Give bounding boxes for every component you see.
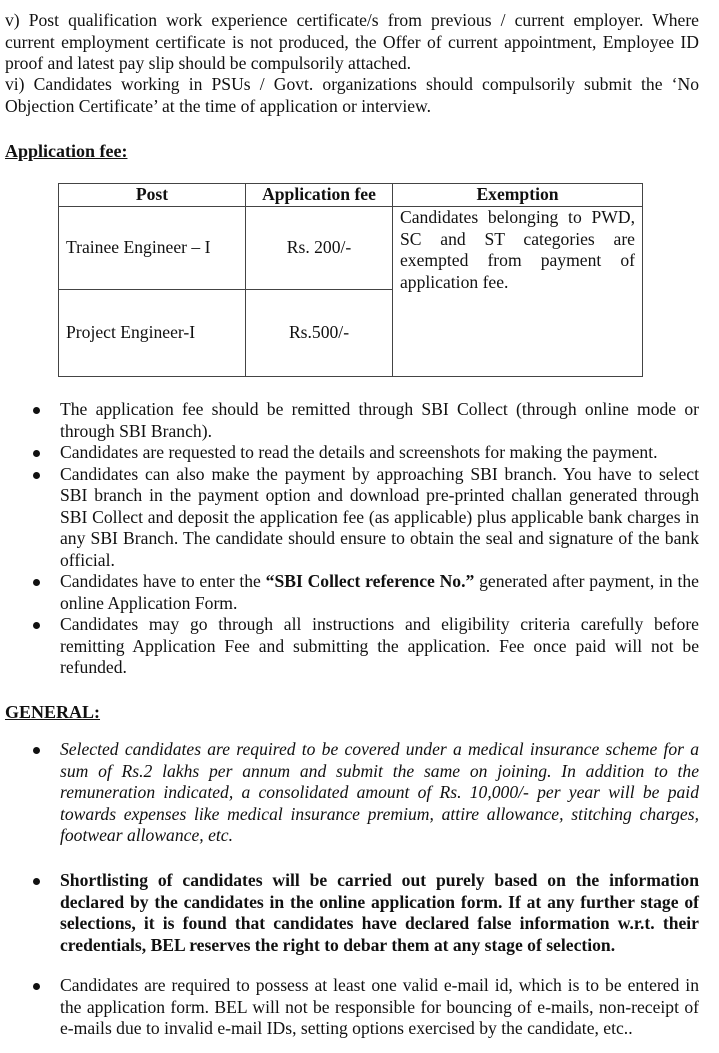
fee-cell: Rs.500/- (246, 290, 393, 377)
list-item: Selected candidates are required to be covered under a medical insurance scheme for a sum of Rs.2 lakhs per annum and submit the same on joining. In addition to the remuneration indicated, a consolidated amount of Rs. 10,000/- per year will be paid towards expenses like medical insurance premium, attire allowance, stitching charges, footwear allowance, etc. (30, 739, 699, 847)
header-exemption: Exemption (393, 184, 643, 207)
list-item: Candidates may go through all instructions and eligibility criteria carefully before remitting Application Fee and submitting the application. Fee once paid will not be refunded. (30, 614, 699, 679)
list-item: Shortlisting of candidates will be carried out purely based on the information declared by the candidates in the online application form. If at any further stage of selections, it is found that candidates have declared false information w.r.t. their credentials, BEL reserves the right to debar them at any stage of selection. (30, 870, 699, 956)
list-item: The application fee should be remitted through SBI Collect (through online mode or through SBI Branch). (30, 399, 699, 442)
document-item-vi: vi) Candidates working in PSUs / Govt. organizations should compulsorily submit the ‘No Objection Certificate’ at the time of application or interview. (5, 74, 699, 116)
general-heading: GENERAL: (5, 702, 101, 722)
application-fee-table (58, 183, 643, 377)
general-list-3 (30, 975, 699, 1040)
header-application-fee: Application fee (246, 184, 393, 207)
text: Candidates have to enter the (60, 571, 266, 591)
general-list-1 (30, 739, 699, 847)
fee-cell: Rs. 200/- (246, 207, 393, 290)
general-list-2 (30, 870, 699, 956)
post-cell: Project Engineer-I (59, 290, 246, 377)
header-post: Post (59, 184, 246, 207)
sbi-reference-label: “SBI Collect reference No.” (265, 571, 475, 591)
post-cell: Trainee Engineer – I (59, 207, 246, 290)
list-item (30, 571, 699, 614)
fee-instructions-list (30, 399, 699, 679)
list-item: Candidates are required to possess at least one valid e-mail id, which is to be entered in the application form. BEL will not be responsible for bouncing of e-mails, non-receipt of e-mails due to invalid e-mail IDs, setting options exercised by the candidate, etc.. (30, 975, 699, 1040)
application-fee-heading: Application fee: (5, 141, 128, 161)
exemption-cell: Candidates belonging to PWD, SC and ST categories are exempted from payment of application fee. (393, 207, 643, 377)
table-header-row (59, 184, 643, 207)
list-item: Candidates are requested to read the details and screenshots for making the payment. (30, 442, 699, 464)
document-item-v: v) Post qualification work experience certificate/s from previous / current employer. Where current employment certificate is not produced, the Offer of current appointment, Employee ID proof and latest pay slip should be compulsorily attached. (5, 10, 699, 73)
text: generated after payment, in the online Application Form. (60, 571, 699, 613)
table-row (59, 207, 643, 290)
list-item: Candidates can also make the payment by approaching SBI branch. You have to select SBI branch in the payment option and download pre-printed challan generated through SBI Collect and deposit the application fee (as applicable) plus applicable bank charges in any SBI Branch. The candidate should ensure to obtain the seal and signature of the bank official. (30, 464, 699, 572)
